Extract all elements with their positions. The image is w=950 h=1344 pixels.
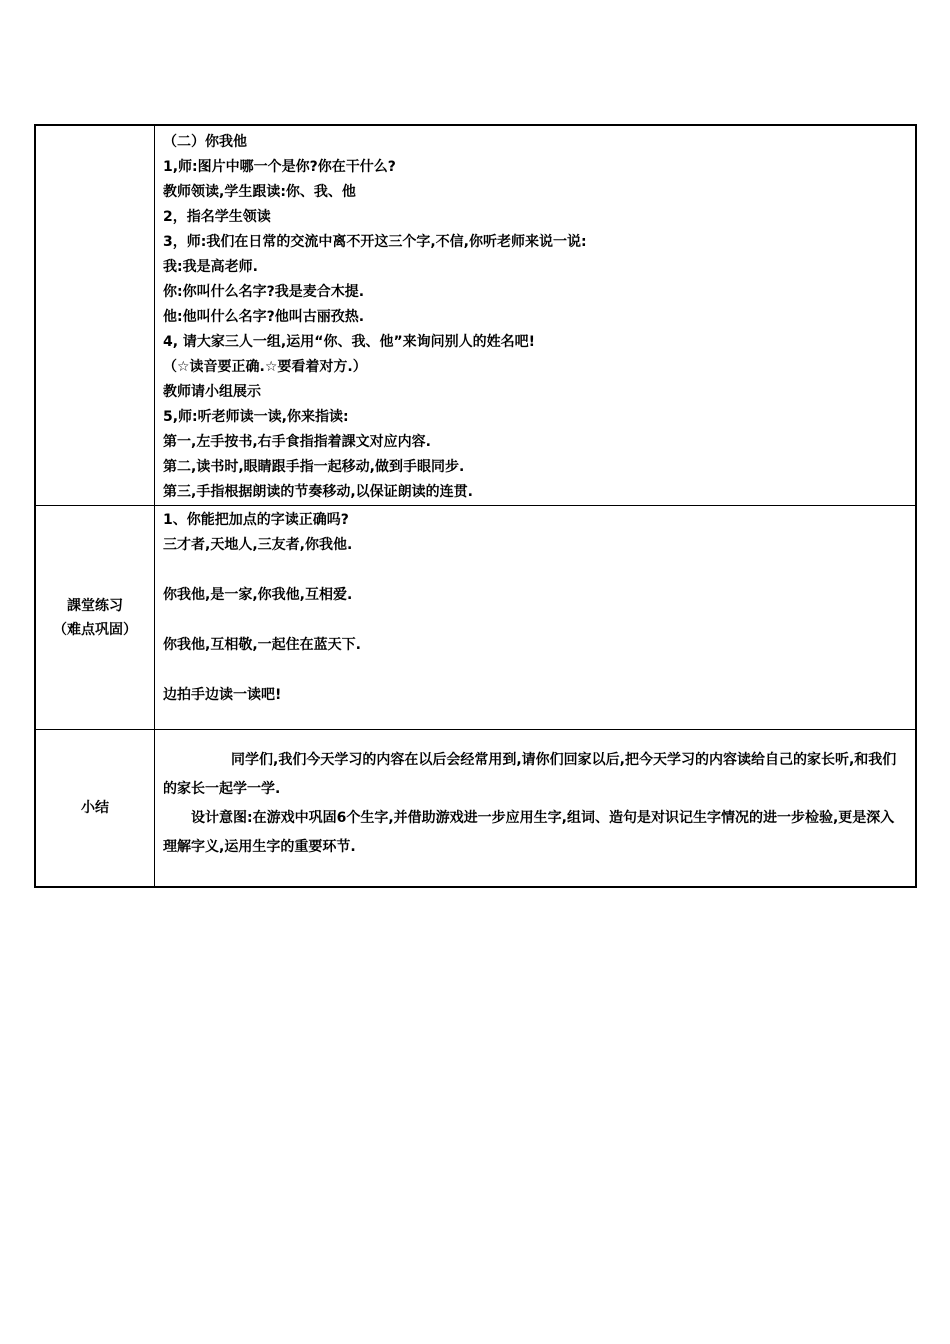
table-row-summary xyxy=(35,730,916,887)
content-line: 我:我是高老师. xyxy=(163,259,258,275)
content-line: 4, 请大家三人一组,运用“你、我、他”来询问别人的姓名吧! xyxy=(163,334,536,350)
content-line: 你:你叫什么名字?我是麦合木提. xyxy=(163,284,365,300)
practice-content xyxy=(155,506,917,730)
rhyme-line: 你我他,互相敬,一起住在蓝天下. xyxy=(163,637,361,653)
content-line: 3，师:我们在日常的交流中离不开这三个字,不信,你听老师来说一说: xyxy=(163,234,587,250)
content-line: 5,师:听老师读一读,你来指读: xyxy=(163,409,349,425)
design-intent-paragraph: 设计意图:在游戏中巩固6个生字,并借助游戏进一步应用生字,组词、造句是对识记生字情况的进一步检验,更是深入理解字义,运用生字的重要环节. xyxy=(163,810,895,855)
content-line: 教师领读,学生跟读:你、我、他 xyxy=(163,184,356,200)
spacer xyxy=(163,608,909,633)
practice-question: 1、你能把加点的字读正确吗? xyxy=(163,512,349,528)
content-line: 他:他叫什么名字?他叫古丽孜热. xyxy=(163,309,365,325)
content-line: 教师请小组展示 xyxy=(163,384,261,400)
spacer xyxy=(163,558,909,583)
rhyme-line: 你我他,是一家,你我他,互相爱. xyxy=(163,587,353,603)
reading-activity-content xyxy=(155,125,917,506)
section-heading: （二）你我他 xyxy=(163,134,247,150)
spacer xyxy=(163,658,909,683)
lesson-plan-table xyxy=(34,124,917,888)
summary-paragraph: 同学们,我们今天学习的内容在以后会经常用到,请你们回家以后,把今天学习的内容读给自己的家长听,和我们的家长一起学一学. xyxy=(163,752,897,797)
row-label-empty xyxy=(35,125,155,506)
table-row-practice xyxy=(35,506,916,730)
content-line: 2，指名学生领读 xyxy=(163,209,271,225)
rhyme-line: 三才者,天地人,三友者,你我他. xyxy=(163,537,353,553)
content-line: 第一,左手按书,右手食指指着課文对应内容. xyxy=(163,434,431,450)
practice-label-line2: （难点巩固） xyxy=(53,621,137,638)
practice-instruction: 边拍手边读一读吧! xyxy=(163,687,282,703)
practice-label-line1: 課堂练习 xyxy=(67,597,123,614)
content-line: 第二,读书时,眼睛跟手指一起移动,做到手眼同步. xyxy=(163,459,465,475)
table-row-reading xyxy=(35,125,916,506)
summary-content xyxy=(155,730,917,887)
practice-label xyxy=(35,506,155,730)
summary-label: 小结 xyxy=(35,730,155,887)
content-line: 1,师:图片中哪一个是你?你在干什么? xyxy=(163,159,396,175)
content-line: 第三,手指根据朗读的节奏移动,以保证朗读的连贯. xyxy=(163,484,473,500)
content-line: （☆读音要正确.☆要看着对方.） xyxy=(163,359,367,375)
